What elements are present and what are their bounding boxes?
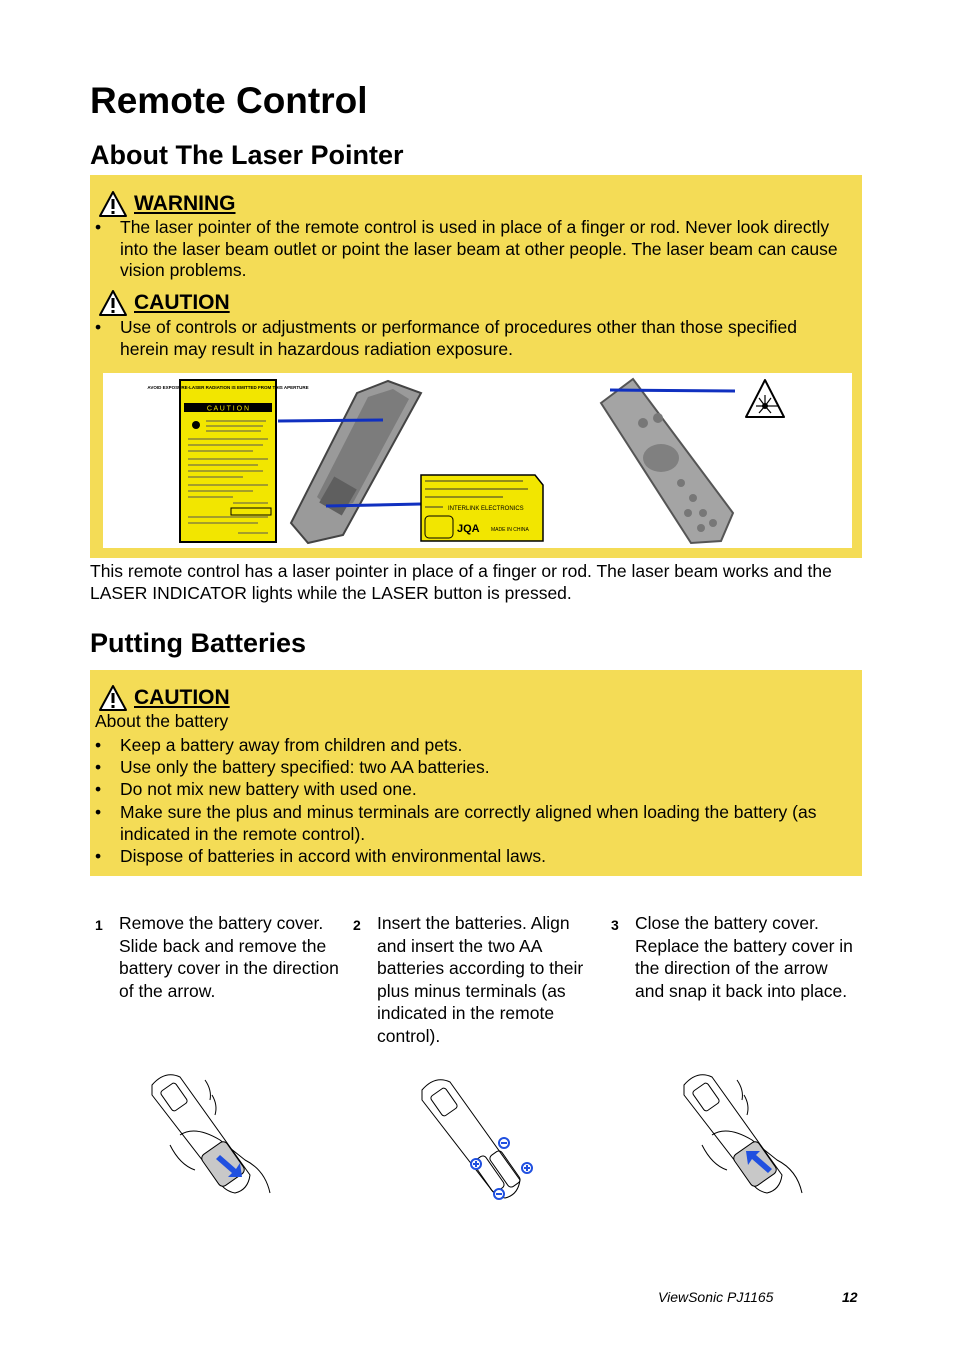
- step-number: 1: [95, 917, 103, 933]
- section-heading-laser-pointer: About The Laser Pointer: [90, 140, 404, 170]
- warning-item: • The laser pointer of the remote control is used in place of a finger or rod. Never look directly into the laser beam outlet or point the laser beam at other people. The laser beam can cause vision problems.: [95, 217, 838, 280]
- caution-header: [98, 289, 230, 317]
- laser-caution-label: [180, 380, 276, 542]
- laser-label-heading: AVOID EXPOSURE-LASER RADIATION IS EMITTED FROM THIS APERTURE: [147, 385, 309, 390]
- laser-warning-box: [90, 175, 862, 558]
- battery-caution-item: • Dispose of batteries in accord with environmental laws.: [95, 846, 547, 866]
- page-title: Remote Control: [90, 80, 368, 121]
- caution-label: CAUTION: [134, 686, 230, 709]
- battery-caution-item: • Use only the battery specified: two AA batteries.: [95, 757, 490, 777]
- pointer-line: [610, 390, 735, 391]
- footer-page-number: 12: [842, 1289, 858, 1305]
- battery-caution-box: [90, 670, 862, 876]
- laser-label-brand: INTERLINK ELECTRONICS: [448, 506, 524, 512]
- step-2-illustration: [410, 1070, 545, 1205]
- warning-triangle-icon: [98, 684, 128, 712]
- section-heading-batteries: Putting Batteries: [90, 628, 307, 658]
- pointer-line: [278, 420, 383, 421]
- remote-control-back-image: [291, 381, 421, 543]
- caution-item: • Use of controls or adjustments or performance of procedures other than those specified herein may result in hazardous radiation exposure.: [95, 317, 798, 359]
- laser-label-jqa: JQA: [457, 523, 480, 535]
- laser-description: This remote control has a laser pointer in place of a finger or rod. The laser beam works and the LASER INDICATOR lights while the LASER button is pressed.: [90, 561, 832, 603]
- caution-label: CAUTION: [134, 291, 230, 314]
- laser-illustration: [103, 373, 852, 548]
- warning-triangle-icon: [98, 190, 128, 218]
- battery-caution-intro: About the battery: [95, 711, 229, 731]
- step-text: Close the battery cover. Replace the battery cover in the direction of the arrow and snap it back into place.: [635, 913, 853, 1001]
- step-text: Insert the batteries. Align and insert the two AA batteries according to their plus minus terminals (as indicated in the remote control).: [377, 913, 584, 1046]
- step-1: [95, 912, 350, 1002]
- step-3: [611, 912, 861, 1002]
- battery-caution-item: • Make sure the plus and minus terminals are correctly aligned when loading the battery (as indicated in the remote control).: [95, 802, 817, 844]
- step-2: [353, 912, 603, 1047]
- laser-label-caution: C A U T I O N: [206, 405, 250, 413]
- warning-triangle-icon: [98, 289, 128, 317]
- laser-hazard-icon: [746, 380, 784, 417]
- remote-control-front-image: [601, 379, 733, 543]
- warning-header: [98, 190, 236, 218]
- step-1-illustration: [140, 1065, 275, 1200]
- footer-product: ViewSonic PJ1165: [658, 1289, 774, 1305]
- battery-caution-item: • Keep a battery away from children and pets.: [95, 735, 463, 755]
- warning-label: WARNING: [134, 192, 236, 215]
- pointer-line: [326, 504, 421, 506]
- caution-header: [98, 684, 230, 712]
- step-text: Remove the battery cover. Slide back and remove the battery cover in the direction of the arrow.: [119, 913, 339, 1001]
- battery-caution-item: • Do not mix new battery with used one.: [95, 779, 417, 799]
- laser-label-origin: MADE IN CHINA: [491, 527, 529, 533]
- step-number: 3: [611, 917, 619, 933]
- step-3-illustration: [672, 1065, 807, 1200]
- step-number: 2: [353, 917, 361, 933]
